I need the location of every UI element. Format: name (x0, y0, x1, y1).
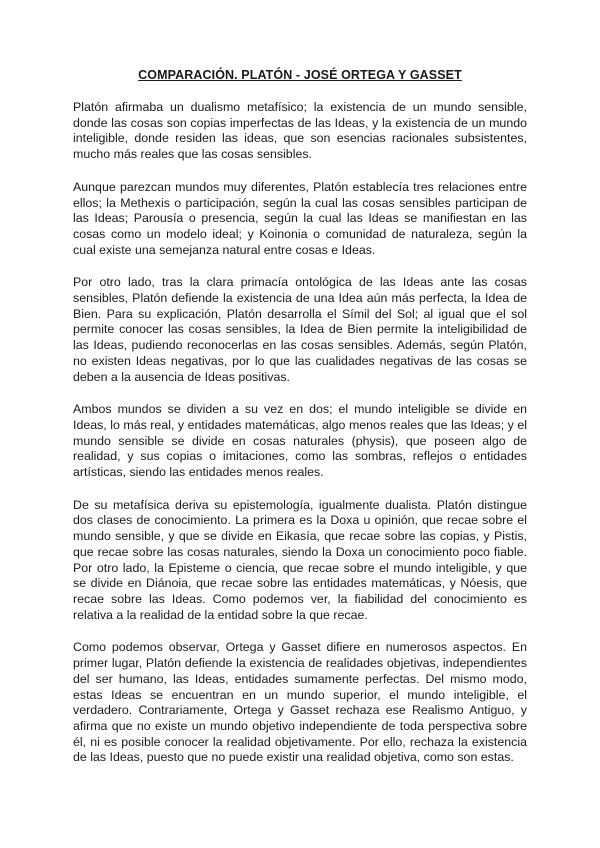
document-page (73, 68, 527, 783)
paragraph-5: De su metafísica deriva su epistemología, igualmente dualista. Platón distingue dos clases de conocimiento. La primera es la Doxa u opinión, que recae sobre el mundo sensible, y que se divide en Eikasía, que recae sobre las copias, y Pistis, que recae sobre las cosas naturales, siendo la Doxa un conocimiento poco fiable. Por otro lado, la Episteme o ciencia, que recae sobre el mundo inteligible, y que se divide en Diánoia, que recae sobre las entidades matemáticas, y Nóesis, que recae sobre las Ideas. Como podemos ver, la fiabilidad del conocimiento es relativa a la realidad de la entidad sobre la que recae. (73, 497, 527, 622)
paragraph-1: Platón afirmaba un dualismo metafísico; la existencia de un mundo sensible, donde las cosas son copias imperfectas de las Ideas, y la existencia de un mundo inteligible, donde residen las ideas, que son esencias racionales subsistentes, mucho más reales que las cosas sensibles. (73, 100, 527, 162)
paragraph-6: Como podemos observar, Ortega y Gasset difiere en numerosos aspectos. En primer lugar, Platón defiende la existencia de realidades objetivas, independientes del ser humano, las Ideas, entidades sumamente perfectas. Del mismo modo, estas Ideas se encuentran en un mundo superior, el mundo inteligible, el verdadero. Contrariamente, Ortega y Gasset rechaza ese Realismo Antiguo, y afirma que no existe un mundo objetivo independiente de toda perspectiva sobre él, ni es posible conocer la realidad objetivamente. Por ello, rechaza la existencia de las Ideas, puesto que no puede existir una realidad objetiva, como son estas. (73, 640, 527, 765)
paragraph-2: Aunque parezcan mundos muy diferentes, Platón establecía tres relaciones entre ellos; la Methexis o participación, según la cual las cosas sensibles participan de las Ideas; Parousía o presencia, según la cual las Ideas se manifiestan en las cosas como un modelo ideal; y Koinonia o comunidad de naturaleza, según la cual existe una semejanza natural entre cosas e Ideas. (73, 179, 527, 257)
paragraph-3: Por otro lado, tras la clara primacía ontológica de las Ideas ante las cosas sensibles, Platón defiende la existencia de una Idea aún más perfecta, la Idea de Bien. Para su explicación, Platón desarrolla el Símil del Sol; al igual que el sol permite conocer las cosas sensibles, la Idea de Bien permite la inteligibilidad de las Ideas, pudiendo reconocerlas en las cosas sensibles. Además, según Platón, no existen Ideas negativas, por lo que las cualidades negativas de las cosas se deben a la ausencia de Ideas positivas. (73, 275, 527, 384)
document-title: COMPARACIÓN. PLATÓN - JOSÉ ORTEGA Y GASSET (138, 68, 462, 82)
paragraph-4: Ambos mundos se dividen a su vez en dos; el mundo inteligible se divide en Ideas, lo más real, y entidades matemáticas, algo menos reales que las Ideas; y el mundo sensible se divide en cosas naturales (physis), que poseen algo de realidad, y sus copias o imitaciones, como las sombras, reflejos o entidades artísticas, siendo las entidades menos reales. (73, 402, 527, 480)
